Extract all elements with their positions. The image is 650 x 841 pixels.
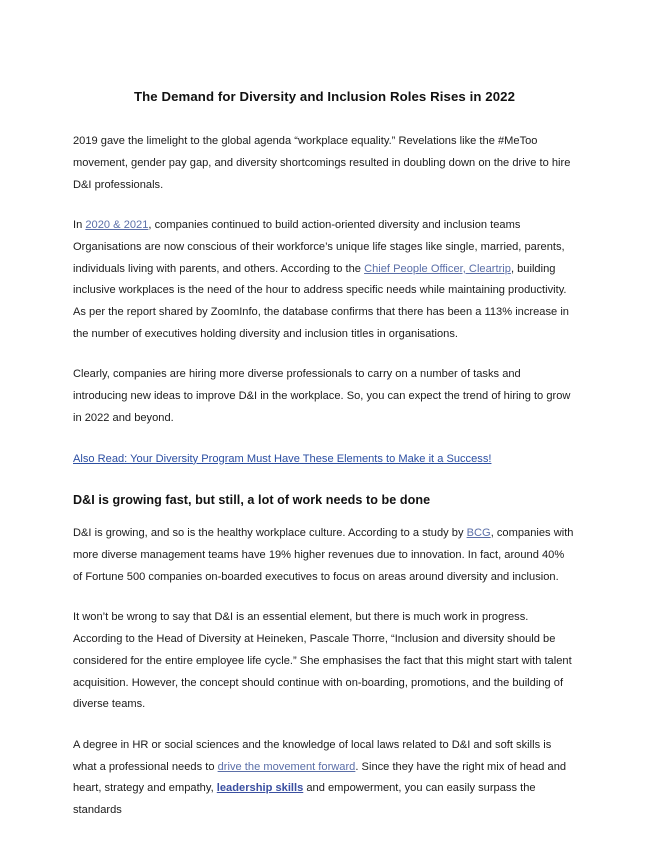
section-subheading: D&I is growing fast, but still, a lot of work needs to be done: [73, 493, 431, 508]
text-run: , companies continued to build action-oriented diversity and inclusion teams Organisations are now conscious of their workforce’s unique life stages like single, married, parents, individuals living with parents, and others. According to the: [73, 219, 565, 275]
link-2020-2021[interactable]: 2020 & 2021: [85, 219, 149, 232]
link-leadership-skills[interactable]: leadership skills: [216, 782, 304, 795]
paragraph-trends: [73, 215, 576, 345]
link-drive-the-movement-forward[interactable]: drive the movement forward: [217, 760, 356, 773]
paragraph-growth-stats: [73, 523, 576, 588]
page-title: The Demand for Diversity and Inclusion Roles Rises in 2022: [133, 89, 516, 104]
paragraph-hiring-trend: Clearly, companies are hiring more diverse professionals to carry on a number of tasks and introducing new ideas to improve D&I in the workplace. So, you can expect the trend of hiring to grow in 2022 and beyond.: [73, 368, 571, 424]
text-run: and empowerment, you can easily surpass the standards: [73, 782, 536, 817]
paragraph-heineken-quote: It won’t be wrong to say that D&I is an essential element, but there is much work in progress. According to the Head of Diversity at Heineken, Pascale Thorre, “Inclusion and diversity should be considered for the entire employee life cycle.” She emphasises the fact that this might start with talent acquisition. However, the concept should continue with on-boarding, promotions, and the building of diverse teams.: [73, 611, 572, 711]
text-run: , building inclusive workplaces is the need of the hour to address specific needs while maintaining productivity. As per the report shared by ZoomInfo, the database confirms that there has been a 113% increase in the number of executives holding diversity and inclusion titles in organisations.: [73, 262, 569, 340]
text-run: In: [73, 219, 86, 232]
link-bcg[interactable]: BCG: [466, 527, 491, 540]
also-read-line: [73, 449, 576, 471]
paragraph-skills: [73, 735, 576, 822]
text-run: . Since they have the right mix of head and heart, strategy and empathy,: [73, 760, 567, 795]
link-also-read[interactable]: Also Read: Your Diversity Program Must Have These Elements to Make it a Success!: [73, 452, 492, 465]
paragraph-intro: 2019 gave the limelight to the global agenda “workplace equality.” Revelations like the #MeToo movement, gender pay gap, and diversity shortcomings resulted in doubling down on the drive to hire D&I professionals.: [73, 135, 571, 191]
text-run: A degree in HR or social sciences and the knowledge of local laws related to D&I and soft skills is what a professional needs to: [73, 738, 552, 773]
text-run: , companies with more diverse management teams have 19% higher revenues due to innovation. In fact, around 40% of Fortune 500 companies on-boarded executives to focus on areas around diversity and inclusion.: [73, 527, 574, 583]
text-run: D&I is growing, and so is the healthy workplace culture. According to a study by: [73, 527, 467, 540]
link-chief-people-officer-cleartrip[interactable]: Chief People Officer, Cleartrip: [364, 262, 511, 275]
